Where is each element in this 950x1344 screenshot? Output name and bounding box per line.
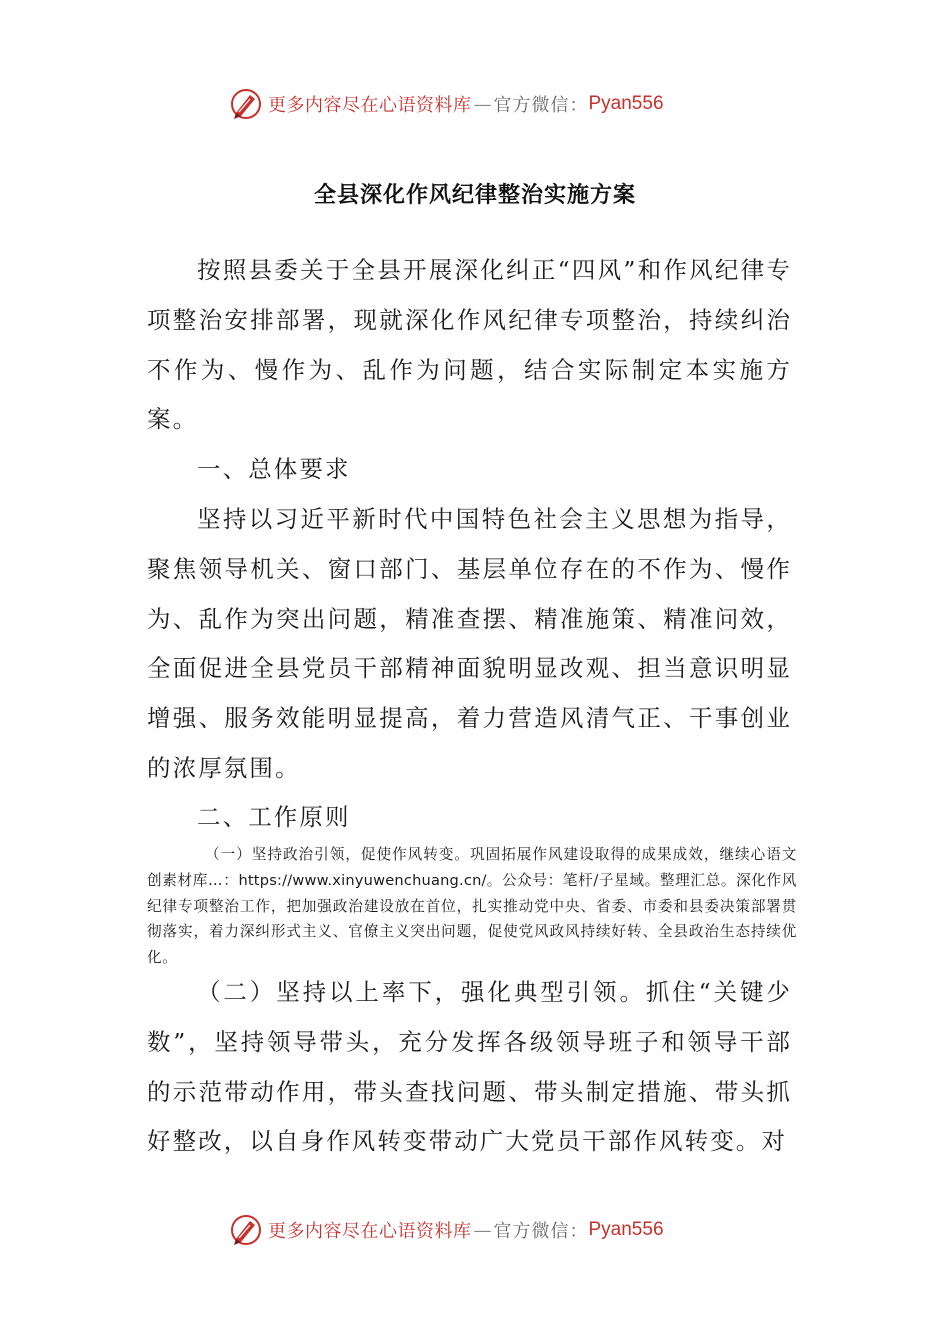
section1-body: 坚持以习近平新时代中国特色社会主义思想为指导，聚焦领导机关、窗口部门、基层单位存在的不作为、慢作为、乱作为突出问题，精准查摆、精准施策、精准问效，全面促进全县党员干部精神面貌明显改观、担当意识明显增强、服务效能明显提高，着力营造风清气正、干事创业的浓厚氛围。: [147, 505, 792, 782]
pen-nib-logo-icon: [228, 86, 264, 122]
banner-text: 更多内容尽在心语资料库: [268, 1221, 472, 1242]
header-banner: [228, 86, 728, 122]
banner-wechat-label: 官方微信：: [493, 1221, 589, 1242]
principle2-paragraph: （二）坚持以上率下，强化典型引领。抓住“关键少数”，坚持领导带头，充分发挥各级领导班子和领导干部的示范带动作用，带头查找问题、带头制定措施、带头抓好整改，以自身作风转变带动广大党员干部作风转变。对: [147, 978, 792, 1156]
banner-wechat-label: 官方微信：: [493, 95, 589, 116]
principle1-text-a: （一）坚持政治引领，促使作风转变。巩固拓展作风建设取得的成果成效，继续心语文创素材库…：: [147, 846, 797, 889]
section2-heading: 二、工作原则: [197, 803, 351, 831]
banner-separator: —: [473, 1219, 492, 1241]
banner-separator: —: [473, 93, 492, 115]
banner-text: 更多内容尽在心语资料库: [268, 95, 472, 116]
banner-wechat-id: Pyan556: [588, 93, 664, 114]
intro-paragraph: 按照县委关于全县开展深化纠正“四风”和作风纪律专项整治安排部署，现就深化作风纪律专项整治，持续纠治不作为、慢作为、乱作为问题，结合实际制定本实施方案。: [147, 256, 792, 434]
principle1-text-b: 。公众号：笔杆/子星域。整理汇总。深化作风纪律专项整治工作，把加强政治建设放在首位，扎实推动党中央、省委、市委和县委决策部署贯彻落实，着力深纠形式主义、官僚主义突出问题，促使党风政风持续好转、全县政治生态持续优化。: [147, 871, 797, 967]
pen-nib-logo-icon: [228, 1212, 264, 1248]
section1-heading: 一、总体要求: [197, 455, 351, 483]
document-title: 全县深化作风纪律整治实施方案: [313, 183, 636, 208]
principle1-paragraph: [147, 842, 797, 971]
footer-banner: [228, 1212, 728, 1248]
banner-wechat-id: Pyan556: [588, 1219, 664, 1240]
principle1-url-link[interactable]: https://www.xinyuwenchuang.cn/: [238, 871, 487, 889]
